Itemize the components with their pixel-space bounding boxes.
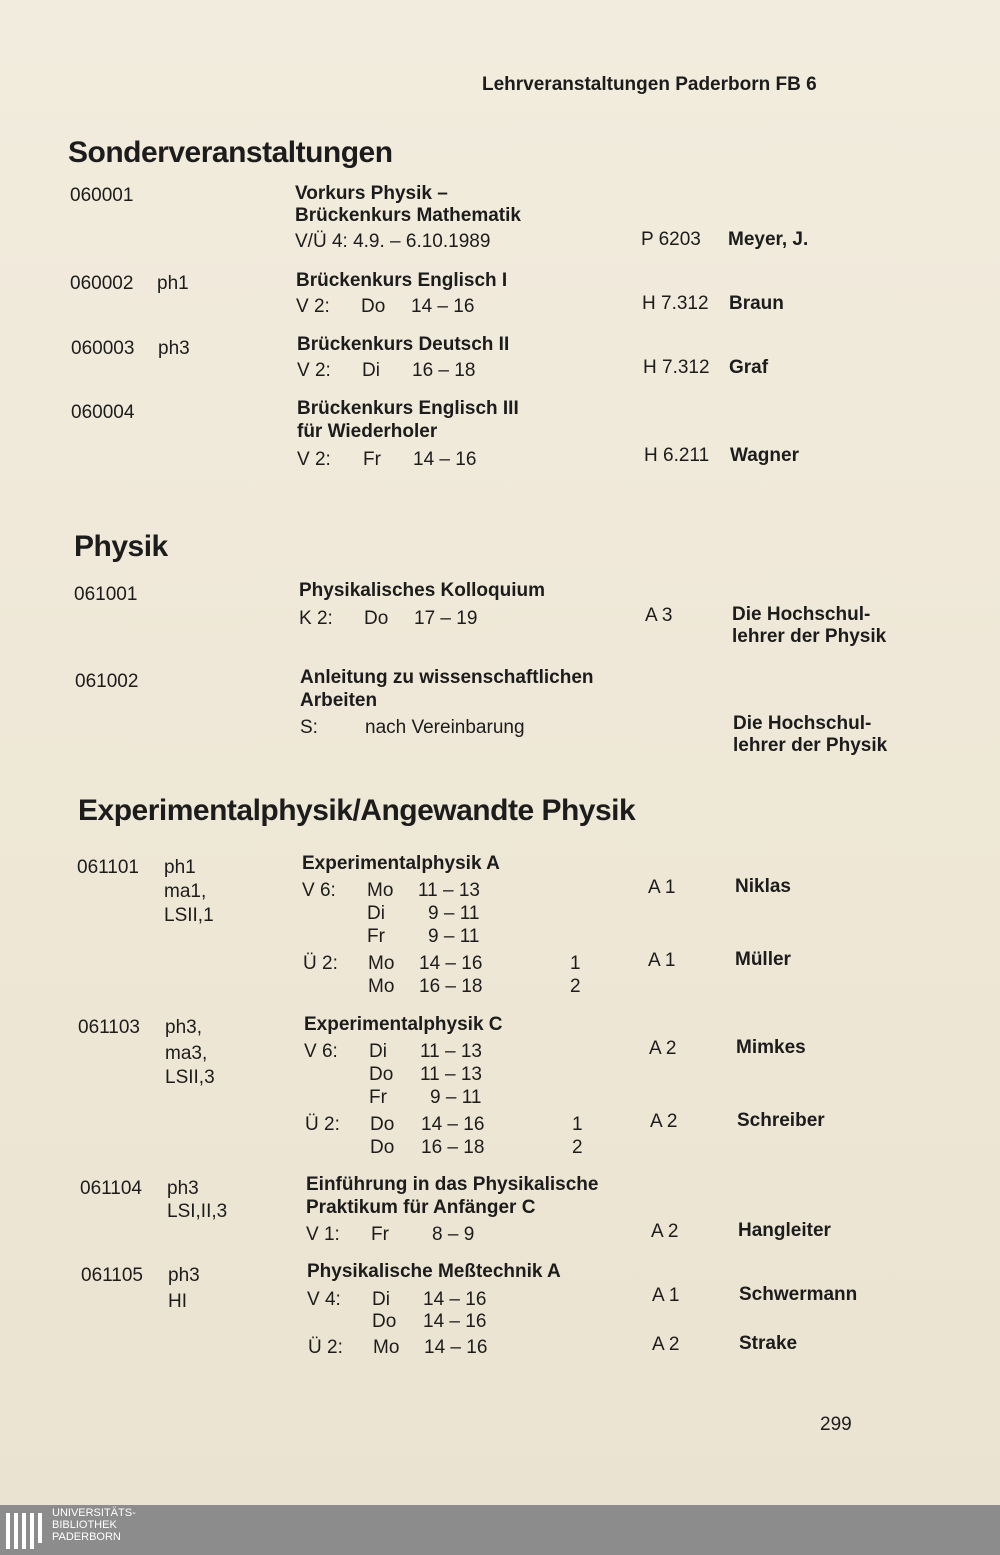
room: H 7.312 — [643, 357, 710, 378]
lecturer: lehrer der Physik — [732, 626, 887, 647]
course-number: 060002 — [70, 273, 134, 294]
course-title: Anleitung zu wissenschaftlichen — [300, 667, 594, 688]
course-code: ph3 — [168, 1265, 200, 1286]
course-title: Brückenkurs Englisch III — [297, 398, 519, 419]
course-title: Experimentalphysik C — [304, 1014, 503, 1035]
lecturer: Niklas — [735, 876, 791, 897]
session-day: Do — [370, 1114, 395, 1135]
course-title: Brückenkurs Mathematik — [295, 205, 521, 226]
lecturer: Strake — [739, 1333, 798, 1354]
session-type: V 1: — [306, 1224, 340, 1245]
session-type: Ü 2: — [308, 1337, 343, 1358]
lecturer: Schwermann — [739, 1284, 858, 1305]
session-type: V/Ü 4: 4.9. – 6.10.1989 — [295, 231, 491, 252]
session-day: Do — [369, 1064, 394, 1085]
session-group: 2 — [572, 1137, 583, 1158]
session-type: V 2: — [297, 449, 331, 470]
session-time: 14 – 16 — [421, 1114, 485, 1135]
course-code: ph3 — [167, 1178, 199, 1199]
lecturer: Meyer, J. — [728, 229, 809, 250]
course-code: HI — [168, 1291, 187, 1312]
session-day: Di — [367, 903, 385, 924]
session-day: nach Vereinbarung — [365, 717, 525, 738]
session-time: 14 – 16 — [411, 296, 475, 317]
course-number: 060003 — [71, 338, 135, 359]
course-title: für Wiederholer — [297, 421, 438, 442]
room: A 1 — [648, 877, 676, 898]
course-number: 061103 — [78, 1017, 140, 1038]
course-number: 061002 — [75, 671, 139, 692]
course-code: ma1, — [164, 881, 207, 902]
session-day: Mo — [368, 953, 395, 974]
session-day: Fr — [367, 926, 385, 947]
course-number: 060004 — [71, 402, 135, 423]
room: P 6203 — [641, 229, 701, 250]
session-day: Do — [361, 296, 386, 317]
session-time: 9 – 11 — [428, 926, 480, 947]
session-type: V 2: — [297, 360, 331, 381]
session-day: Mo — [367, 880, 394, 901]
session-time: 16 – 18 — [412, 360, 476, 381]
session-time: 8 – 9 — [432, 1224, 475, 1245]
section-title-physik: Physik — [74, 530, 168, 563]
room: A 2 — [650, 1111, 678, 1132]
lecturer: Mimkes — [736, 1037, 806, 1058]
course-title: Physikalisches Kolloquium — [299, 580, 546, 601]
course-code: LSII,3 — [165, 1067, 215, 1088]
course-code: ph3, — [165, 1017, 202, 1038]
session-time: 9 – 11 — [430, 1087, 482, 1108]
lecturer: Die Hochschul- — [733, 713, 872, 734]
session-type: V 6: — [302, 880, 336, 901]
course-number: 060001 — [70, 185, 134, 206]
course-title: Brückenkurs Deutsch II — [297, 334, 510, 355]
course-title: Arbeiten — [300, 690, 378, 711]
course-code: LSI,II,3 — [167, 1201, 228, 1222]
course-number: 061105 — [81, 1265, 143, 1286]
library-name-line: PADERBORN — [52, 1531, 121, 1543]
session-time: 14 – 16 — [413, 449, 477, 470]
course-number: 061101 — [77, 857, 139, 878]
course-code: ph3 — [158, 338, 190, 359]
session-time: 11 – 13 — [420, 1041, 482, 1062]
course-title: Praktikum für Anfänger C — [306, 1197, 536, 1218]
session-day: Fr — [363, 449, 381, 470]
course-title: Vorkurs Physik – — [295, 183, 448, 204]
course-code: ma3, — [165, 1043, 208, 1064]
library-name-line: BIBLIOTHEK — [52, 1519, 117, 1531]
session-day: Do — [372, 1311, 397, 1332]
lecturer: lehrer der Physik — [733, 735, 888, 756]
session-day: Mo — [368, 976, 395, 997]
course-title: Einführung in das Physikalische — [306, 1174, 599, 1195]
lecturer: Hangleiter — [738, 1220, 831, 1241]
room: A 3 — [645, 605, 673, 626]
course-number: 061104 — [80, 1178, 142, 1199]
room: A 1 — [648, 950, 676, 971]
room: A 2 — [649, 1038, 677, 1059]
library-logo-icon — [6, 1513, 46, 1549]
lecturer: Braun — [729, 293, 784, 314]
session-time: 11 – 13 — [420, 1064, 482, 1085]
room: A 2 — [651, 1221, 679, 1242]
session-type: V 2: — [296, 296, 330, 317]
session-day: Di — [362, 360, 380, 381]
session-day: Do — [370, 1137, 395, 1158]
course-title: Brückenkurs Englisch I — [296, 270, 508, 291]
session-time: 16 – 18 — [419, 976, 483, 997]
session-group: 1 — [570, 953, 581, 974]
section-title-sonderveranstaltungen: Sonderveranstaltungen — [68, 136, 393, 169]
room: H 7.312 — [642, 293, 709, 314]
session-type: V 6: — [304, 1041, 338, 1062]
session-day: Do — [364, 608, 389, 629]
running-header: Lehrveranstaltungen Paderborn FB 6 — [482, 74, 817, 95]
session-time: 14 – 16 — [419, 953, 483, 974]
library-name — [52, 1507, 136, 1543]
section-title-experimentalphysik: Experimentalphysik/Angewandte Physik — [78, 794, 636, 827]
course-number: 061001 — [74, 584, 138, 605]
course-code: ph1 — [157, 273, 189, 294]
session-time: 14 – 16 — [424, 1337, 488, 1358]
session-time: 16 – 18 — [421, 1137, 485, 1158]
session-type: S: — [300, 717, 318, 738]
room: A 2 — [652, 1334, 680, 1355]
course-code: LSII,1 — [164, 905, 214, 926]
lecturer: Schreiber — [737, 1110, 825, 1131]
library-footer-bar — [0, 1505, 1000, 1555]
lecturer: Graf — [729, 357, 769, 378]
library-name-line: UNIVERSITÄTS- — [52, 1507, 136, 1519]
session-time: 14 – 16 — [423, 1311, 487, 1332]
session-time: 17 – 19 — [414, 608, 478, 629]
session-time: 11 – 13 — [418, 880, 480, 901]
lecturer: Wagner — [730, 445, 799, 466]
session-type: K 2: — [299, 608, 333, 629]
session-time: 14 – 16 — [423, 1289, 487, 1310]
course-title: Physikalische Meßtechnik A — [307, 1261, 561, 1282]
room: H 6.211 — [644, 445, 710, 466]
room: A 1 — [652, 1285, 680, 1306]
course-code: ph1 — [164, 857, 196, 878]
course-title: Experimentalphysik A — [302, 853, 500, 874]
session-type: Ü 2: — [303, 953, 338, 974]
session-day: Di — [369, 1041, 387, 1062]
session-time: 9 – 11 — [428, 903, 480, 924]
session-group: 1 — [572, 1114, 583, 1135]
page-number: 299 — [820, 1414, 852, 1435]
lecturer: Die Hochschul- — [732, 604, 871, 625]
session-day: Fr — [369, 1087, 387, 1108]
session-day: Mo — [373, 1337, 400, 1358]
session-day: Fr — [371, 1224, 389, 1245]
session-type: V 4: — [307, 1289, 341, 1310]
session-type: Ü 2: — [305, 1114, 340, 1135]
session-group: 2 — [570, 976, 581, 997]
lecturer: Müller — [735, 949, 791, 970]
session-day: Di — [372, 1289, 390, 1310]
